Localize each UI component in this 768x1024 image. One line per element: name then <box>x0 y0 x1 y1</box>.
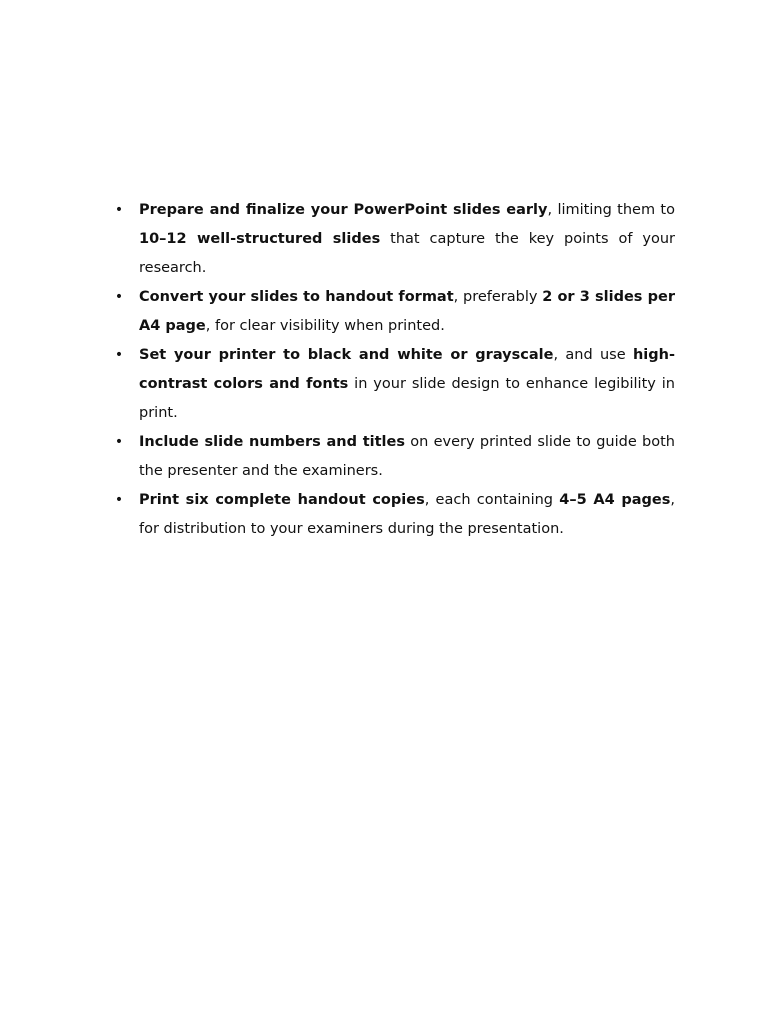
body-text: that capture the key points of your research. <box>139 231 675 276</box>
body-text: , for distribution to your examiners during the presentation. <box>139 492 675 537</box>
body-text: on every printed slide to guide both the presenter and the examiners. <box>139 434 675 479</box>
bold-text: 10–12 well-structured slides <box>139 231 381 247</box>
bullet-list <box>113 196 675 544</box>
body-text: , limiting them to <box>547 202 675 218</box>
bullet-item-handout-format <box>113 283 675 341</box>
bold-text: high-contrast colors and fonts <box>139 347 675 392</box>
bold-text: 2 or 3 slides per A4 page <box>139 289 675 334</box>
bullet-item-prepare-slides <box>113 196 675 283</box>
bullet-dot-icon: • <box>114 289 124 305</box>
body-text: , for clear visibility when printed. <box>205 318 445 334</box>
bullet-item-printer-settings <box>113 341 675 428</box>
bold-text: Set your printer to black and white or grayscale <box>139 347 554 363</box>
bold-text: 4–5 A4 pages <box>559 492 671 508</box>
bold-text: Include slide numbers and titles <box>139 434 405 450</box>
body-text: in your slide design to enhance legibility in print. <box>139 376 675 421</box>
body-text: , each containing <box>424 492 560 508</box>
bullet-dot-icon: • <box>114 202 124 218</box>
body-text: , preferably <box>453 289 543 305</box>
bullet-item-slide-numbers <box>113 428 675 486</box>
bold-text: Convert your slides to handout format <box>139 289 454 305</box>
bullet-dot-icon: • <box>114 492 124 508</box>
bullet-dot-icon: • <box>114 347 124 363</box>
bold-text: Prepare and finalize your PowerPoint slides early <box>139 202 548 218</box>
bold-text: Print six complete handout copies <box>139 492 425 508</box>
body-text: , and use <box>553 347 633 363</box>
bullet-item-print-copies <box>113 486 675 544</box>
bullet-dot-icon: • <box>114 434 124 450</box>
